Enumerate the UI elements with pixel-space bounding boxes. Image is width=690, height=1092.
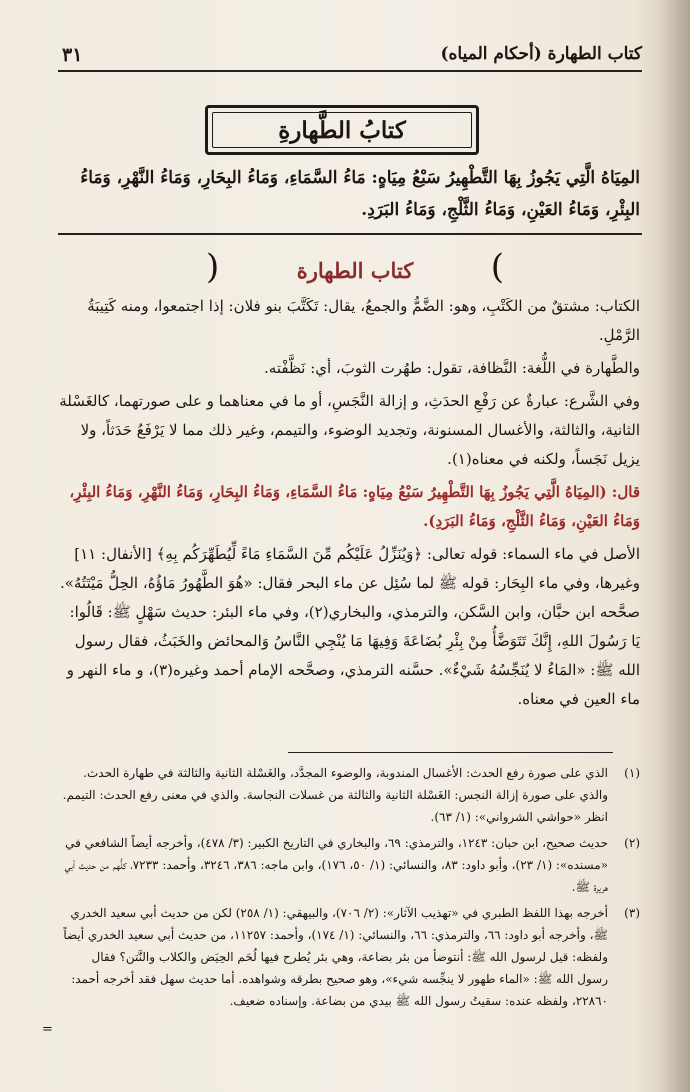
footnote-text: الذي على صورة رفع الحدث: الأغسال المندوبة، والوضوء المجدَّد، والغَسْلة الثانية والثالثة في طهارة الحدث. والذي على صورة إزالة النجس: الغَسْلة الثانية والثالثة من غسلات النجاسة. والذي في معنى رفع الحدث: التيمم. انظر «حواشي الشرواني»: (١/ ٦٣). bbox=[62, 766, 608, 824]
commentary-title bbox=[190, 247, 520, 287]
paragraph-matn-quote: قال: (المِيَاهُ الَّتِي يَجُوزُ بِهَا التَّطْهِيرُ سَبْعُ مِيَاهٍ: مَاءُ السَّمَاءِ، وَمَاءُ البِحَارِ، وَمَاءُ النَّهْرِ، وَمَاءُ البِئْرِ، وَمَاءُ العَيْنِ، وَمَاءُ الثَّلْجِ، وَمَاءُ البَرَدِ). bbox=[69, 483, 640, 530]
paragraph-evidence: الأصل في ماء السماء: قوله تعالى: ﴿وَيُنَزِّلُ عَلَيْكُم مِّنَ السَّمَاءِ مَاءً لِّيُطَهِّرَكُم بِهِ﴾ [الأنفال: ١١] وغيرها، وفي ماء البِحَار: قوله ﷺ لما سُئِل عن ماء البحر فقال: «هُوَ الطَّهُورُ مَاؤُهُ، الحِلُّ مَيْتَتُهُ». صحَّحه ابن حبَّان، وابن السَّكن، والترمذي، والبخاري(٢)، وفي ماء البئر: حديث سَهْلٍ ﷺ: قَالُوا: يَا رَسُولَ اللهِ، إِنَّكَ تَتَوَضَّأُ مِنْ بِئْرِ بُضَاعَةَ وَفِيهَا مَا يُنْجِي النَّاسُ وَالمحائض والخَبَثُ، فقال رسول الله ﷺ: «المَاءُ لا يُنَجِّسُهُ شَيْءٌ». حسَّنه الترمذي، وصحَّحه الإمام أحمد وغيره(٣)، و ماء النهر و ماء العين في معناه. bbox=[59, 545, 640, 708]
footnote-text: حديث صحيح، ابن حبان: ١٢٤٣، والترمذي: ٦٩، والبخاري في التاريخ الكبير: (٣/ ٤٧٨)، وأخرجه أيضاً الشافعي في «مسنده»: (١/ ٢٣)، وأبو داود: ٨٣، والنسائي: (١/ ٥٠، ١٧٦)، وابن ماجه: ٣٨٦، ٣٢٤٦، وأحمد: ٧٢٣٣، كلُّهم من حديث أبي هريرة ﷺ. bbox=[64, 836, 608, 894]
chapter-title-box bbox=[205, 105, 479, 155]
page-number: ٣١ bbox=[62, 44, 83, 66]
footnote bbox=[58, 832, 640, 898]
footnote-rule bbox=[288, 752, 613, 753]
commentary-body bbox=[58, 292, 640, 718]
running-title: كتاب الطهارة (أحكام المياه) bbox=[440, 44, 642, 64]
footnote-number: (٢) bbox=[624, 836, 640, 850]
commentary-title-text: كتاب الطهارة bbox=[296, 257, 414, 283]
page-header bbox=[58, 42, 642, 72]
footnote-text: أخرجه بهذا اللفظ الطبري في «تهذيب الآثار»: (٢/ ٧٠٦)، والبيهقي: (١/ ٢٥٨) لكن من حديث أبي سعيد الخدري ﷺ، وأخرجه أبو داود: ٦٦، والترمذي: ٦٦، والنسائي: (١/ ١٧٤)، وأحمد: ١١٢٥٧، من حديث أبي سعيد الخدري أيضاً ولفظه: قيل لرسول الله ﷺ: أنتوضأ من بئر بضاعة، وهي بئر يُطرح فيها لُحَم الحِيَض والكلاب والنَّتن؟ فقال رسول الله ﷺ: «الماء طهور لا ينجِّسه شيء»، وهو صحيح بطرقه وشواهده. أما حديث سهل فقد أخرجه أحمد: ٢٢٨٦٠، ولفظه عنده: سقيتُ رسول الله ﷺ بيدي من بضاعة. وإسناده ضعيف. bbox=[63, 906, 608, 1008]
paragraph-tahara-shar: وفي الشَّرع: عبارةٌ عن رَفْعِ الحدَثِ، و إزالة النَّجَسِ، أو ما في معناهما و على صورتهما، كالغَسْلة الثانية، والثالثة، والأغسال المسنونة، وتجديد الوضوء، والتيمم، وغير ذلك مما لا يَرْفَعُ حَدَثاً، ولا يزيل نَجَساً، ولكنه في معناه(١). bbox=[59, 392, 640, 468]
binding-shadow bbox=[660, 0, 690, 1092]
chapter-title: كتابُ الطَّهارةِ bbox=[278, 116, 406, 144]
footnote bbox=[58, 902, 640, 1012]
footnote bbox=[58, 762, 640, 828]
paragraph-kitab: الكتاب: مشتقٌ من الكَتْبِ، وهو: الضَّمُّ والجمعُ، يقال: تَكَتَّبَ بنو فلان: إذا اجتمعوا، ومنه كَتِيبَةُ الرَّمْلِ. bbox=[87, 297, 640, 344]
footnote-number: (٣) bbox=[624, 906, 640, 920]
section-divider bbox=[58, 233, 642, 235]
ornament-bracket-left: ) bbox=[206, 247, 220, 287]
matn-text: المِيَاهُ الَّتِي يَجُوزُ بِهَا التَّطْهِيرُ سَبْعُ مِيَاهٍ: مَاءُ السَّمَاءِ، وَمَاءُ البِحَارِ، وَمَاءُ النَّهْرِ، وَمَاءُ البِئْرِ، وَمَاءُ العَيْنِ، وَمَاءُ الثَّلْجِ، وَمَاءُ البَرَدِ. bbox=[80, 168, 640, 220]
paragraph-tahara-lugha: والطَّهارة في اللُّغة: النَّظافة، تقول: طهُرت الثوبَ، أي: نَظَّفْته. bbox=[264, 359, 640, 377]
footnote-number: (١) bbox=[624, 766, 640, 780]
ornament-bracket-right: ( bbox=[490, 247, 504, 287]
page-end-mark: = bbox=[42, 1022, 53, 1037]
footnotes bbox=[58, 762, 640, 1016]
